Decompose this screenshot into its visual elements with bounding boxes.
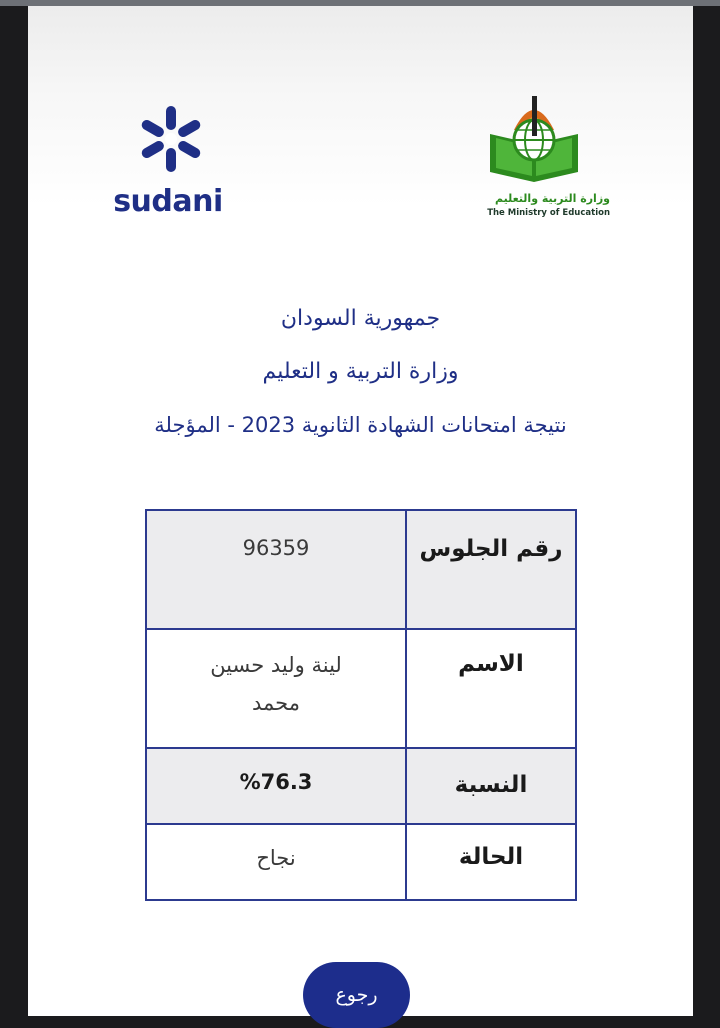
exam-title: نتيجة امتحانات الشهادة الثانوية 2023 - المؤجلة <box>154 413 567 437</box>
page-headings <box>28 306 693 465</box>
seat-number-label-cell <box>406 510 576 629</box>
table-row <box>146 629 576 748</box>
name-label-cell <box>406 629 576 748</box>
sudani-logo-icon <box>138 106 204 172</box>
table-row <box>146 748 576 824</box>
seat-number-value: 96359 <box>242 536 310 560</box>
results-table <box>145 509 577 901</box>
percentage-label: النسبة <box>454 772 528 798</box>
percentage-value-cell <box>146 748 406 824</box>
name-value: لينة وليد حسين محمد <box>210 653 342 715</box>
ministry-emblem-icon <box>484 94 584 190</box>
percentage-label-cell <box>406 748 576 824</box>
ministry-arabic-name: وزارة التربية والتعليم <box>495 192 610 205</box>
country-heading: جمهورية السودان <box>280 306 441 331</box>
status-value-cell <box>146 824 406 900</box>
ministry-heading: وزارة التربية و التعليم <box>262 359 459 384</box>
percentage-value: %76.3 <box>239 770 313 794</box>
status-label: الحالة <box>458 844 524 870</box>
seat-number-value-cell <box>146 510 406 629</box>
name-value-cell <box>146 629 406 748</box>
back-button[interactable]: رجوع <box>303 962 410 1028</box>
result-card <box>28 6 693 1016</box>
ministry-english-name: The Ministry of Education <box>487 208 610 218</box>
table-row <box>146 824 576 900</box>
ministry-logo <box>456 94 616 234</box>
sudani-wordmark: sudani <box>113 184 223 219</box>
seat-number-label: رقم الجلوس <box>419 536 563 562</box>
table-row <box>146 510 576 629</box>
status-value: نجاح <box>256 846 296 870</box>
sudani-logo <box>108 106 228 226</box>
status-label-cell <box>406 824 576 900</box>
name-label: الاسم <box>458 651 524 677</box>
